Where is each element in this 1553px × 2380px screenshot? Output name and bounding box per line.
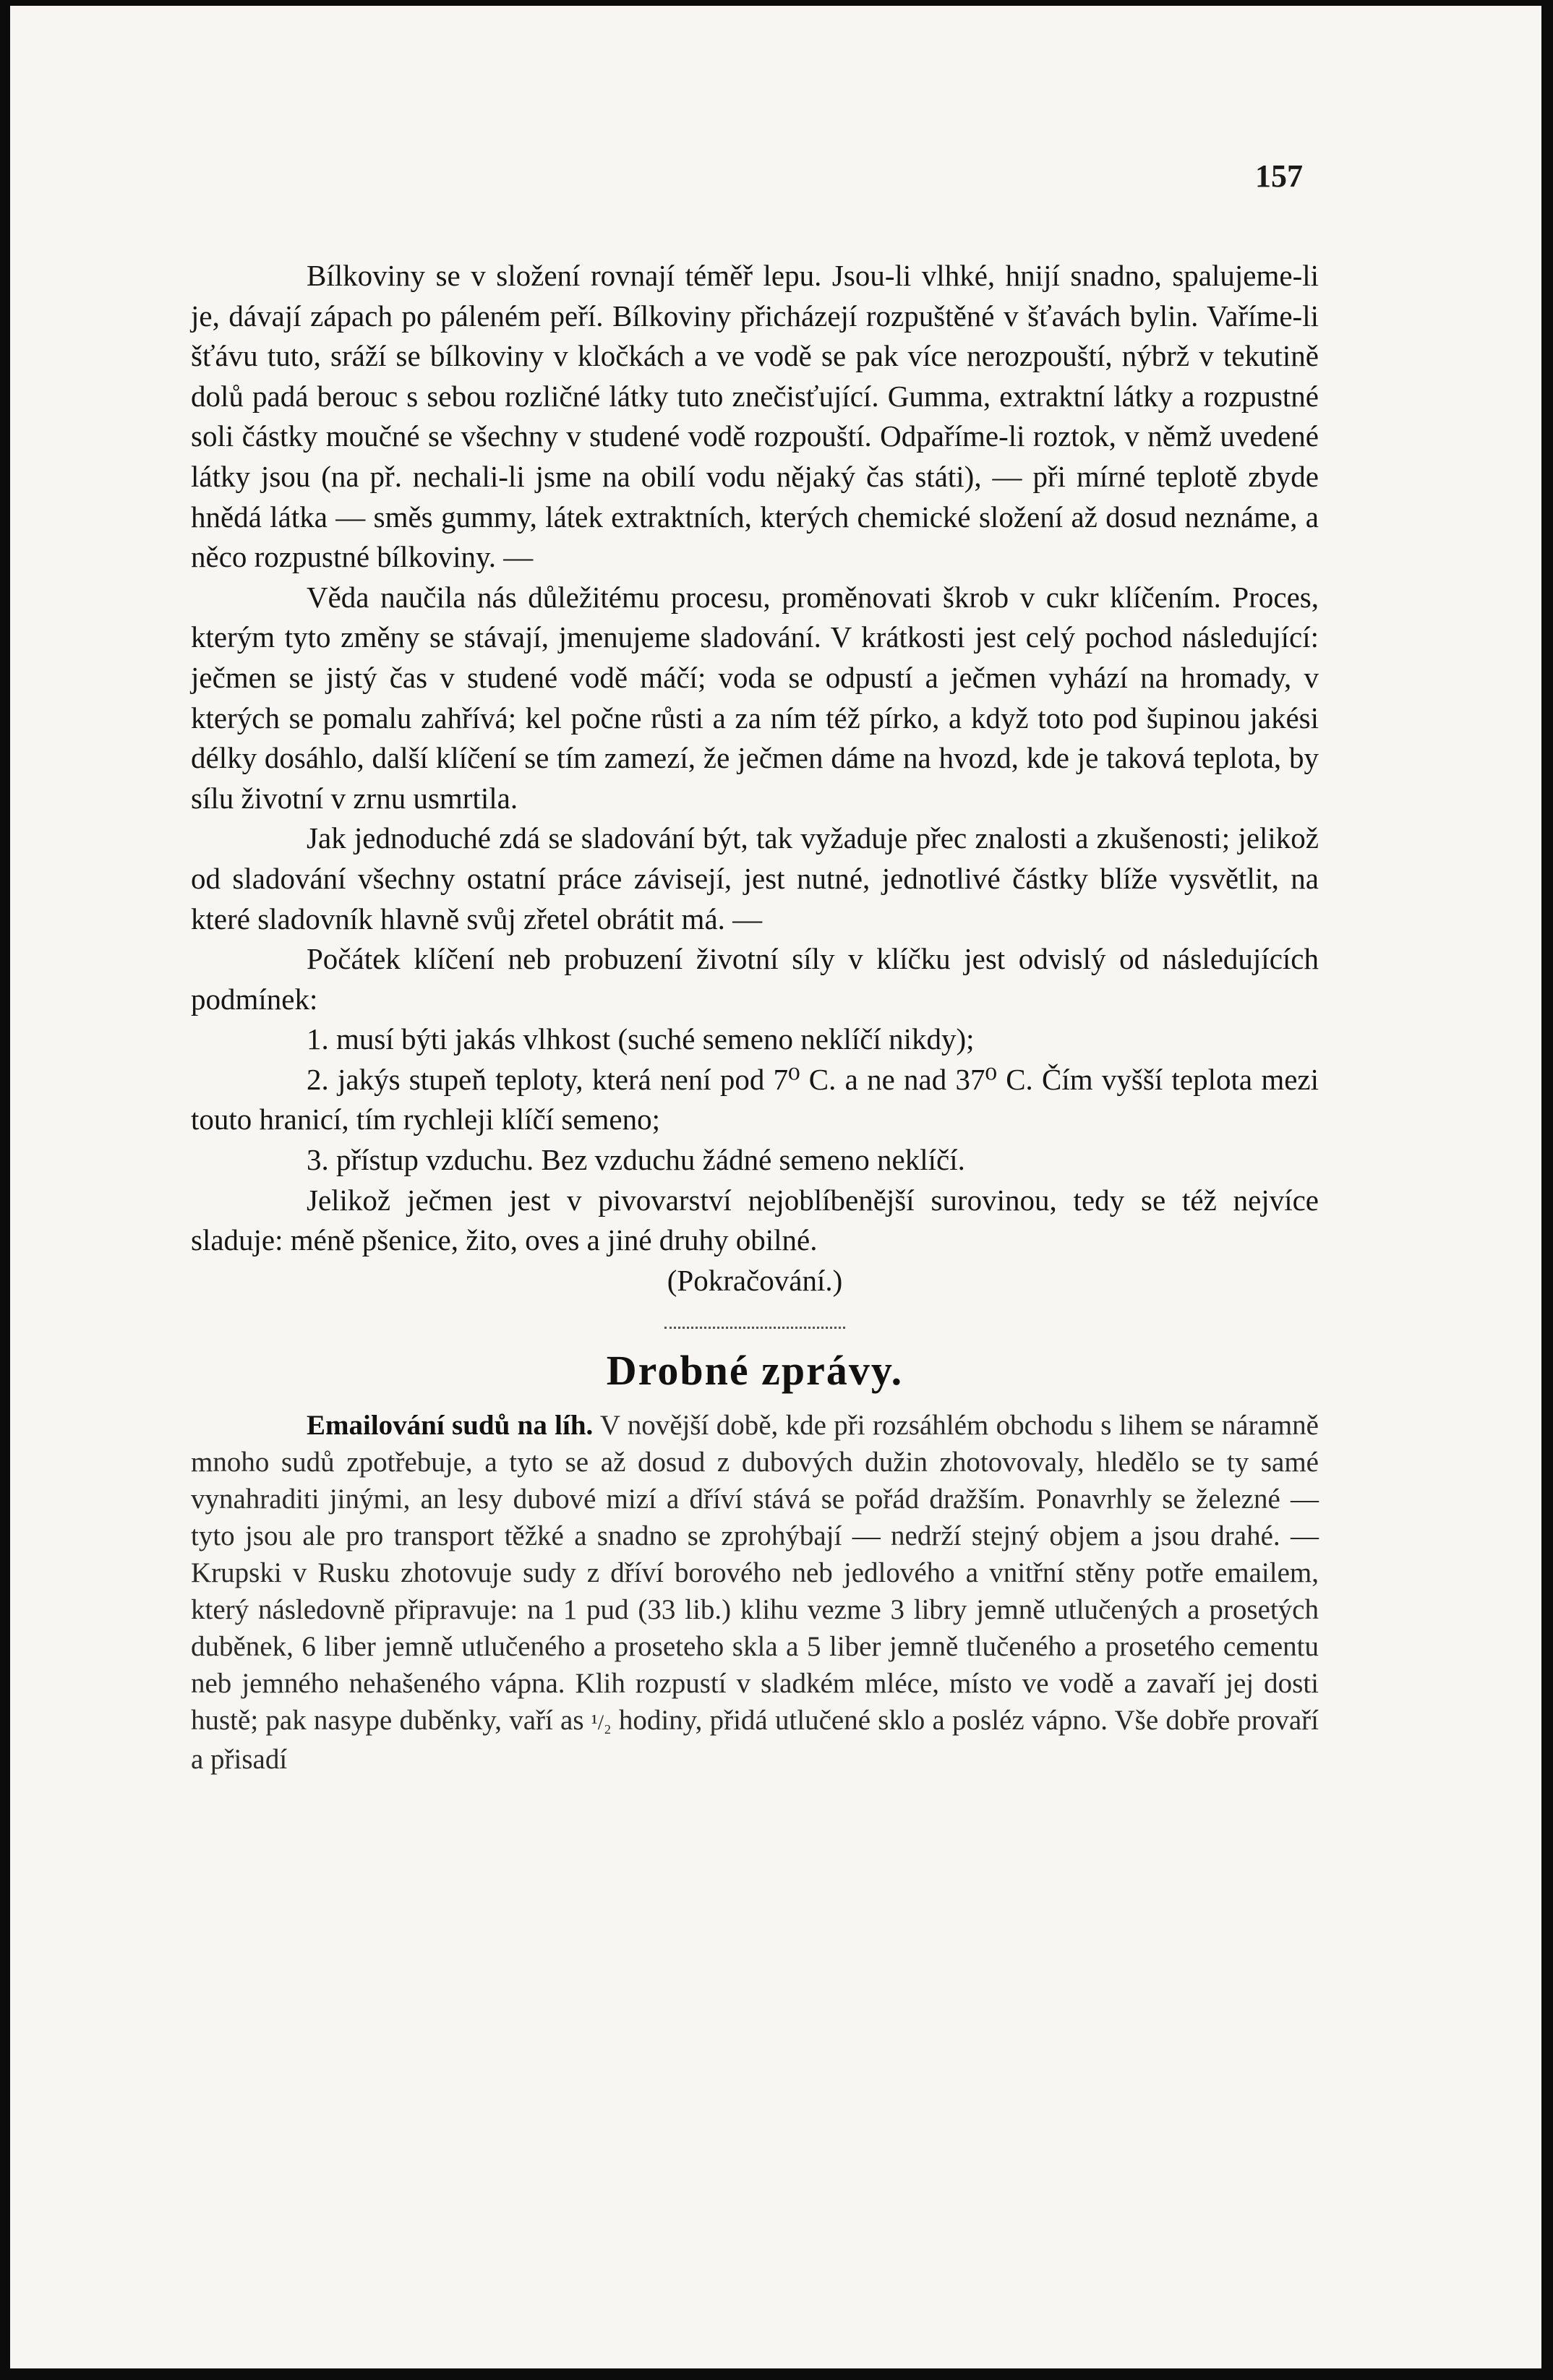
list-item-moisture: 1. musí býti jakás vlhkost (suché semeno neklíčí nikdy);	[307, 1022, 975, 1056]
paragraph-proteins: Bílkoviny se v složení rovnají téměř lepu. Jsou-li vlhké, hnijí snadno, spalujeme-li je, dávají zápach po páleném peří. Bílkoviny přicházejí rozpuštěné v šťavách bylin. Vaříme-li šťávu tuto, sráží se bílkoviny v kločkách a ve vodě se pak více nerozpouští, nýbrž v tekutině dolů padá berouc s sebou rozličné látky tuto znečisťující. Gumma, extraktní látky a rozpustné soli částky moučné se všechny v studené vodě rozpouští. Odpaříme-li roztok, v němž uvedené látky jsou (na př. nechali-li jsme na obilí vodu nějaký čas státi), — při mírné teplotě zbyde hnědá látka — směs gummy, látek extraktních, kterých chemické složení až dosud neznáme, a něco rozpustné bílkoviny. —	[191, 259, 1319, 574]
paragraph-barley: Jelikož ječmen jest v pivovarství nejoblíbenější surovinou, tedy se též nejvíce sladuje: méně pšenice, žito, oves a jiné druhy obilné.	[191, 1183, 1319, 1257]
news-item-text: V novější době, kde při rozsáhlém obchodu s lihem se náramně mnoho sudů zpotřebuje, a tyto se až dosud z dubových dužin zhotovovaly, hledělo se ty samé vynahraditi jinými, an lesy dubové mizí a dříví stává se pořád dražším. Ponavrhly se železné — tyto jsou ale pro transport těžké a snadno se zprohýbají — nedrží stejný objem a jsou drahé. — Krupski v Rusku zhotovuje sudy z dříví borového neb jedlového a vnitřní stěny potře emailem, který následovně připravuje: na 1 pud (33 lib.) klihu vezme 3 libry jemně utlučených a prosetých duběnek, 6 liber jemně utlučeného a proseteho skla a 5 liber jemně tlučeného a prosetého cementu neb jemného nehašeného vápna. Klih rozpustí v sladkém mléce, místo ve vodě a zavaří jej dosti hustě; pak nasype duběnky, vaří as	[191, 1410, 1319, 1737]
paragraph-germination-conditions: Počátek klíčení neb probuzení životní síly v klíčku jest odvislý od následujících podmínek:	[191, 942, 1319, 1016]
main-text	[191, 256, 1319, 1778]
fraction-half: ¹/₂	[591, 1711, 612, 1735]
paragraph-malting-process: Věda naučila nás důležitému procesu, proměnovati škrob v cukr klíčením. Proces, kterým tyto změny se stávají, jmenujeme sladování. V krátkosti jest celý pochod následující: ječmen se jistý čas v studené vodě máčí; voda se odpustí a ječmen vyhází na hromady, v kterých se pomalu zahřívá; kel počne růsti a za ním též pírko, a když toto pod šupinou jakési délky dosáhlo, další klíčení se tím zamezí, že ječmen dáme na hvozd, kde je taková teplota, by sílu životní v zrnu usmrtila.	[191, 580, 1319, 815]
news-item-title: Emailování sudů na líh.	[307, 1410, 594, 1442]
news-item-text-end: hodiny, přidá utlučené sklo a posléz vápno. Vše dobře provaří a přisadí	[191, 1705, 1319, 1776]
document-page	[10, 6, 1541, 2368]
section-divider	[664, 1327, 845, 1329]
continued-note: (Pokračování.)	[667, 1263, 843, 1297]
paragraph-malting-knowledge: Jak jednoduché zdá se sladování být, tak vyžaduje přec znalosti a zkušenosti; jelikož od sladování všechny ostatní práce závisejí, jest nutné, jednotlivé částky blíže vysvětlit, na které sladovník hlavně svůj zřetel obrátit má. —	[191, 821, 1319, 936]
list-item-air: 3. přístup vzduchu. Bez vzduchu žádné semeno neklíčí.	[307, 1143, 965, 1177]
section-heading: Drobné zprávy.	[606, 1347, 904, 1395]
news-item	[191, 1407, 1319, 1778]
page-number: 157	[1255, 158, 1303, 194]
list-item-temperature: 2. jakýs stupeň teploty, která není pod 7⁰ C. a ne nad 37⁰ C. Čím vyšší teplota mezi touto hranicí, tím rychleji klíčí semeno;	[191, 1062, 1319, 1137]
